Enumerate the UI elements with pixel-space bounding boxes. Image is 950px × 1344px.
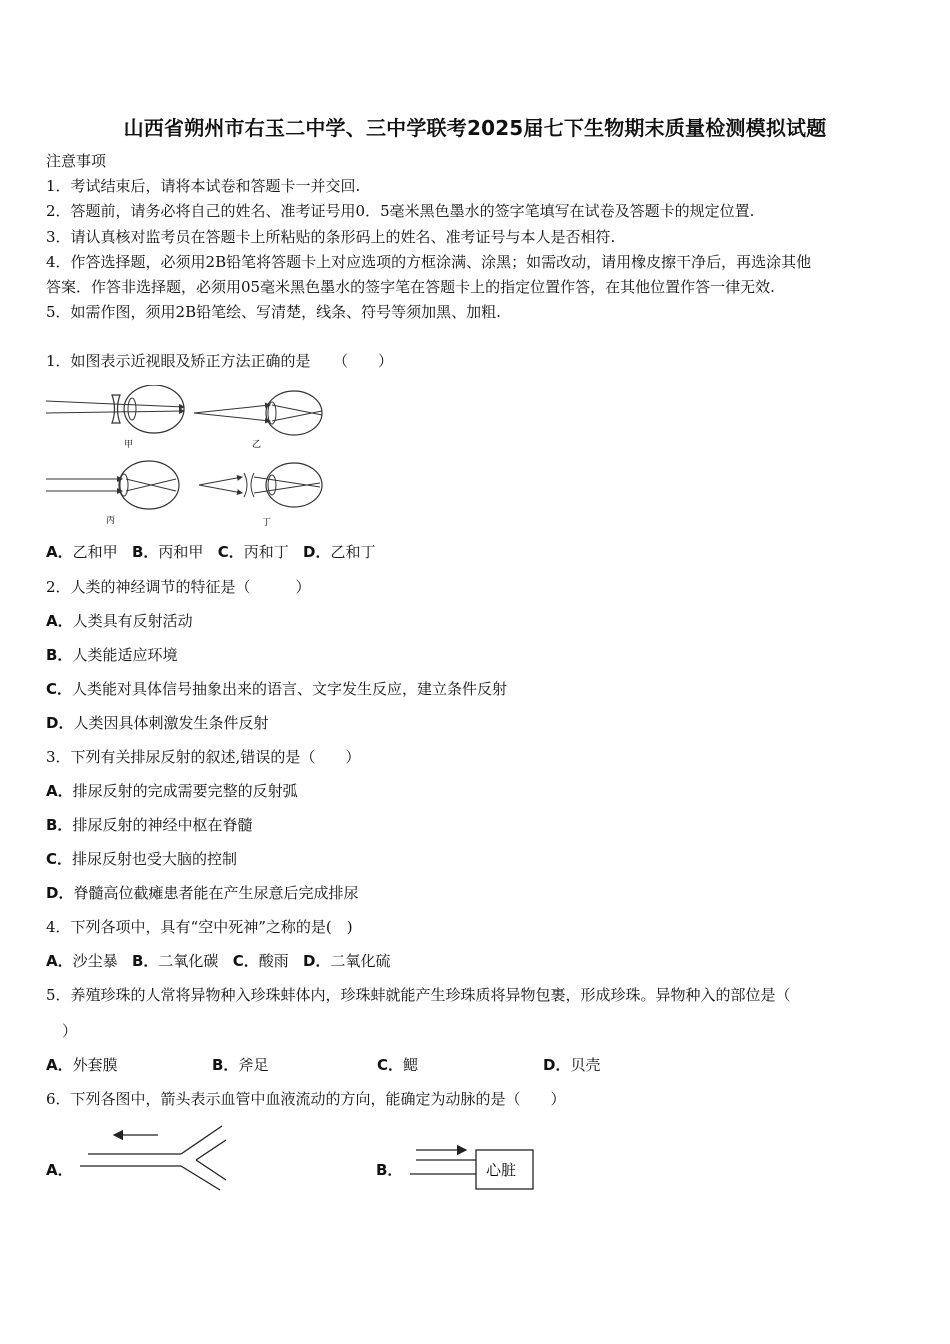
option-text: 人类能适应环境	[72, 646, 178, 664]
option-letter: A．	[46, 543, 73, 561]
eye-ding	[199, 463, 322, 528]
option-text: 二氧化硫	[330, 952, 391, 970]
notice-item: 5．如需作图，须用2B铅笔绘、写清楚，线条、符号等须加黑、加粗.	[46, 303, 501, 321]
option-letter: A．	[46, 952, 73, 970]
option-row	[212, 1055, 268, 1075]
notice-item: 2．答题前，请务必将自己的姓名、准考证号用0．5毫米黑色墨水的签字笔填写在试卷及答题卡的规定位置.	[46, 202, 755, 220]
option-text: 排尿反射的完成需要完整的反射弧	[72, 782, 298, 800]
option-text: 贝壳	[570, 1056, 601, 1074]
option-text: 沙尘暴	[72, 952, 118, 970]
question-5-stem: 5．养殖珍珠的人常将异物种入珍珠蚌体内，珍珠蚌就能产生珍珠质将异物包裹，形成珍珠。异物种入的部位是（	[46, 986, 791, 1004]
option-text: 斧足	[238, 1056, 269, 1074]
option-letter: C．	[232, 952, 259, 970]
notice-item: 答案．作答非选择题，必须用05毫米黑色墨水的签字笔在答题卡上的指定位置作答，在其他位置作答一律无效.	[46, 278, 775, 296]
option-letter: A．	[46, 612, 73, 630]
eye-label-ding: 丁	[262, 518, 272, 528]
option-letter: C．	[377, 1056, 404, 1074]
option-letter: D．	[46, 884, 74, 902]
option-text: 人类能对具体信号抽象出来的语言、文字发生反应，建立条件反射	[72, 680, 508, 698]
option-letter: B．	[46, 646, 73, 664]
eye-label-yi: 乙	[252, 440, 262, 450]
option-row	[46, 542, 376, 562]
question-1-stem: 1．如图表示近视眼及矫正方法正确的是 （ ）	[46, 352, 394, 370]
option-letter: B．	[376, 1161, 403, 1179]
option-row	[46, 611, 193, 631]
notice-heading: 注意事项	[46, 152, 107, 170]
option-text: 人类因具体刺激发生条件反射	[73, 714, 269, 732]
option-letter: D．	[46, 714, 74, 732]
option-row	[46, 951, 391, 971]
eye-bing	[46, 461, 179, 526]
vessel-diagram-b	[408, 1140, 538, 1194]
option-letter: B．	[46, 816, 73, 834]
option-row	[46, 781, 298, 801]
notice-item: 1．考试结束后，请将本试卷和答题卡一并交回.	[46, 177, 361, 195]
option-text: 乙和丁	[330, 543, 376, 561]
option-text: 二氧化碳	[158, 952, 219, 970]
option-text: 外套膜	[72, 1056, 118, 1074]
option-letter: A．	[46, 1161, 73, 1179]
option-row	[46, 645, 177, 665]
eye-diagram-figure	[44, 385, 334, 530]
option-row	[46, 883, 358, 903]
option-letter: C．	[46, 680, 73, 698]
eye-label-jia: 甲	[124, 440, 134, 450]
eye-label-bing: 丙	[106, 516, 116, 526]
option-row	[377, 1055, 418, 1075]
vessel-diagram-a	[76, 1122, 231, 1194]
option-text: 排尿反射也受大脑的控制	[72, 850, 238, 868]
question-3-stem: 3．下列有关排尿反射的叙述,错误的是（ ）	[46, 748, 361, 766]
eye-jia	[46, 385, 184, 450]
option-letter: A．	[46, 782, 73, 800]
eye-yi	[194, 391, 322, 450]
option-letter: A．	[46, 1056, 73, 1074]
option-text: 排尿反射的神经中枢在脊髓	[72, 816, 253, 834]
option-text: 脊髓高位截瘫患者能在产生尿意后完成排尿	[73, 884, 359, 902]
option-text: 酸雨	[258, 952, 289, 970]
option-row	[46, 1055, 118, 1075]
heart-label: 心脏	[486, 1161, 517, 1179]
question-6-stem: 6．下列各图中，箭头表示血管中血液流动的方向，能确定为动脉的是（ ）	[46, 1090, 566, 1108]
option-row	[46, 713, 268, 733]
question-2-stem: 2．人类的神经调节的特征是（ ）	[46, 578, 311, 596]
option-text: 鳃	[403, 1056, 419, 1074]
option-text: 丙和丁	[243, 543, 289, 561]
notice-item: 4．作答选择题，必须用2B铅笔将答题卡上对应选项的方框涂满、涂黑；如需改动，请用橡皮擦干净后，再选涂其他	[46, 253, 812, 271]
option-letter: D．	[543, 1056, 571, 1074]
option-letter: D．	[303, 952, 331, 970]
option-letter: B．	[131, 543, 159, 561]
question-5-stem-cont: ）	[62, 1022, 78, 1040]
option-row	[46, 815, 252, 835]
option-letter: C．	[217, 543, 244, 561]
option-text: 丙和甲	[158, 543, 204, 561]
option-letter: D．	[303, 543, 331, 561]
page-title: 山西省朔州市右玉二中学、三中学联考2025届七下生物期末质量检测模拟试题	[123, 116, 827, 140]
option-letter: B．	[131, 952, 159, 970]
option-letter: C．	[46, 850, 73, 868]
option-row	[46, 679, 507, 699]
question-4-stem: 4．下列各项中，具有“空中死神”之称的是( )	[46, 918, 353, 936]
option-text: 人类具有反射活动	[72, 612, 193, 630]
notice-item: 3．请认真核对监考员在答题卡上所粘贴的条形码上的姓名、准考证号与本人是否相符.	[46, 228, 616, 246]
option-text: 乙和甲	[72, 543, 118, 561]
option-letter: B．	[212, 1056, 239, 1074]
option-row	[46, 849, 237, 869]
option-row	[543, 1055, 600, 1075]
